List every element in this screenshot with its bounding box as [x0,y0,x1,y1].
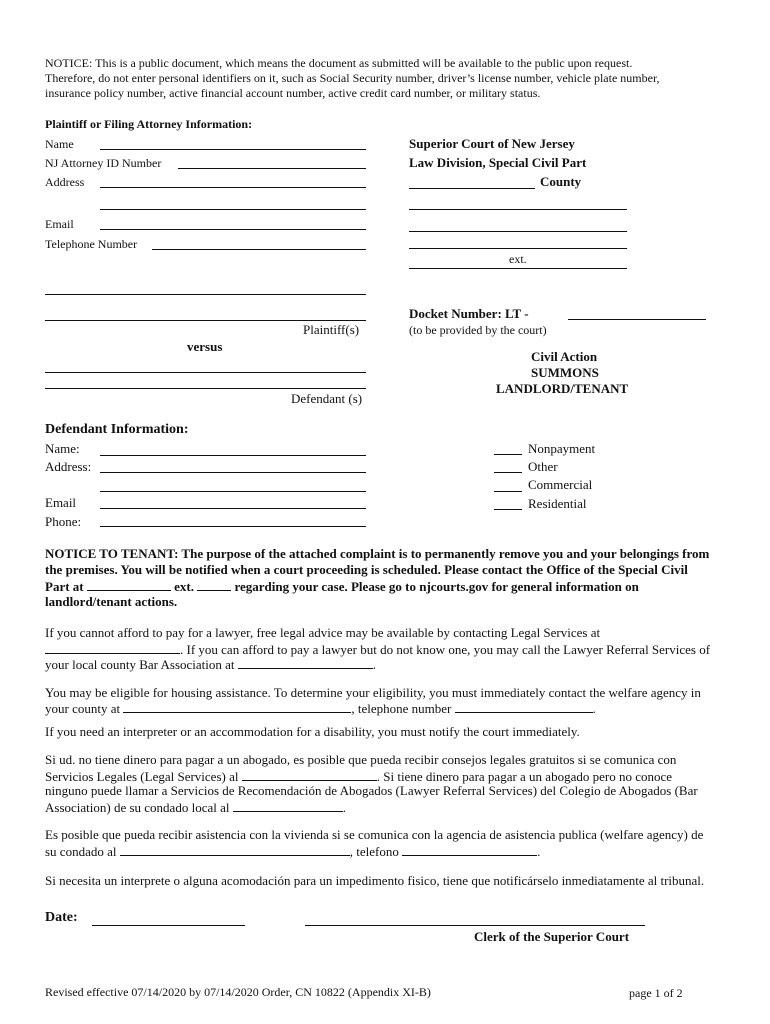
plaintiff-telephone-input[interactable] [152,235,366,250]
defendant-address-label: Address: [45,459,92,474]
legal-services-line3: your local county Bar Association at . [45,657,377,672]
docket-number-input[interactable] [568,305,706,320]
court-ext-line [409,268,627,269]
plaintiff-name-label: Name [45,137,74,151]
defendant-name-input[interactable] [100,441,366,456]
defendant-phone-input[interactable] [100,512,366,527]
court-name: Superior Court of New Jersey [409,136,575,151]
court-division: Law Division, Special Civil Part [409,155,587,170]
commercial-check[interactable] [494,477,522,492]
es-legal-line3: ninguno puede llamar a Servicios de Recomendación de Abogados (Lawyer Referral Services) del Colegio de Abogados (Bar [45,783,698,798]
defendant-email-label: Email [45,495,77,510]
defendant-info-heading: Defendant Information: [45,422,189,437]
court-phone-input[interactable] [409,234,627,249]
office-phone-blank[interactable] [87,578,171,591]
residential-check[interactable] [494,495,522,510]
defendant-address-input-2[interactable] [100,477,366,492]
public-notice-line2: Therefore, do not enter personal identifiers on it, such as Social Security number, driver’s license number, vehicle plate number, [45,71,660,85]
plaintiffs-label: Plaintiff(s) [303,322,360,337]
county-label: County [540,174,582,189]
bar-association-phone-blank[interactable] [238,656,373,669]
plaintiff-address-input-2[interactable] [100,195,366,210]
other-label: Other [528,459,558,474]
civil-action-title: Civil Action [531,349,598,364]
court-address-input-1[interactable] [409,195,627,210]
court-ext-label: ext. [509,252,527,266]
defendant-phone-label: Phone: [45,514,82,529]
date-input[interactable] [92,911,245,926]
plaintiff-email-input[interactable] [100,215,366,230]
public-notice-line3: insurance policy number, active financial account number, active credit card number, or military status. [45,86,541,100]
defendant-address-input-1[interactable] [100,458,366,473]
clerk-label: Clerk of the Superior Court [474,929,630,944]
notice-label: NOTICE [45,56,89,70]
page-number: page 1 of 2 [629,986,683,1000]
legal-services-line1: If you cannot afford to pay for a lawyer, free legal advice may be available by contacting Legal Services at [45,625,601,640]
attorney-id-input[interactable] [178,154,366,169]
notice-to-tenant-line3: Part at ext. regarding your case. Please go to njcourts.gov for general information on [45,579,639,594]
plaintiff-telephone-label: Telephone Number [45,237,138,251]
versus-label: versus [187,339,223,354]
date-label: Date: [45,910,78,925]
housing-line1: You may be eligible for housing assistance. To determine your eligibility, you must immediately contact the welfare agency in [45,685,701,700]
es-legal-services-blank[interactable] [242,768,377,781]
commercial-label: Commercial [528,477,593,492]
housing-line2: your county at , telephone number . [45,701,596,716]
es-legal-line1: Si ud. no tiene dinero para pagar a un abogado, es posible que pueda recibir consejos legales gratuitos si se comunica con [45,752,677,767]
clerk-signature-line[interactable] [305,925,645,926]
nonpayment-label: Nonpayment [528,441,596,456]
plaintiff-address-label: Address [45,175,85,189]
es-legal-line2: Servicios Legales (Legal Services) al . Si tiene dinero para pagar a un abogado pero no conoce [45,769,673,784]
county-input[interactable] [409,174,535,189]
office-ext-blank[interactable] [197,578,231,591]
defendant-caption-input-1[interactable] [45,358,366,373]
defendant-name-label: Name: [45,441,80,456]
es-interpreter-notice: Si necesita un interprete o alguna acomodación para un impedimento fisico, tiene que notificárselo inmediatamente al tribunal. [45,873,705,888]
docket-number-label: Docket Number: LT - [409,306,529,321]
interpreter-notice: If you need an interpreter or an accommodation for a disability, you must notify the court immediately. [45,724,580,739]
es-welfare-agency-blank[interactable] [120,843,350,856]
notice-to-tenant-line2: the premises. You will be notified when a court proceeding is scheduled. Please contact the Office of the Special Civil [45,562,688,577]
court-address-input-2[interactable] [409,217,627,232]
plaintiff-caption-input-1[interactable] [45,280,366,295]
welfare-agency-blank[interactable] [123,700,351,713]
plaintiff-caption-input-2[interactable] [45,306,366,321]
es-housing-line1: Es posible que pueda recibir asistencia con la vivienda si se comunica con la agencia de asistencia publica (welfare agency) de [45,827,704,842]
landlord-tenant-title: LANDLORD/TENANT [496,381,629,396]
defendant-email-input[interactable] [100,494,366,509]
docket-note: (to be provided by the court) [409,323,547,337]
summons-title: SUMMONS [531,365,599,380]
notice-to-tenant-line1: NOTICE TO TENANT: The purpose of the attached complaint is to permanently remove you and your belongings from [45,546,710,561]
public-notice-line1: NOTICE: This is a public document, which means the document as submitted will be available to the public upon request. [45,56,633,70]
defendant-caption-input-2[interactable] [45,374,366,389]
legal-services-phone-blank[interactable] [45,641,180,654]
plaintiff-address-input-1[interactable] [100,173,366,188]
revision-footer: Revised effective 07/14/2020 by 07/14/2020 Order, CN 10822 (Appendix XI-B) [45,985,431,999]
plaintiff-info-heading: Plaintiff or Filing Attorney Information: [45,117,253,131]
residential-label: Residential [528,496,587,511]
legal-services-line2: . If you can afford to pay a lawyer but do not know one, you may call the Lawyer Referral Services of [45,641,710,658]
other-check[interactable] [494,458,522,473]
plaintiff-email-label: Email [45,217,74,231]
welfare-phone-blank[interactable] [455,700,593,713]
attorney-id-label: NJ Attorney ID Number [45,156,162,170]
nonpayment-check[interactable] [494,440,522,455]
plaintiff-name-input[interactable] [100,135,366,150]
es-bar-association-blank[interactable] [233,799,343,812]
notice-to-tenant-line4: landlord/tenant actions. [45,594,178,609]
defendants-label: Defendant (s) [291,391,363,406]
es-housing-line2: su condado al , telefono . [45,844,541,859]
es-legal-line4: Association) de su condado local al . [45,800,346,815]
es-welfare-phone-blank[interactable] [402,843,537,856]
